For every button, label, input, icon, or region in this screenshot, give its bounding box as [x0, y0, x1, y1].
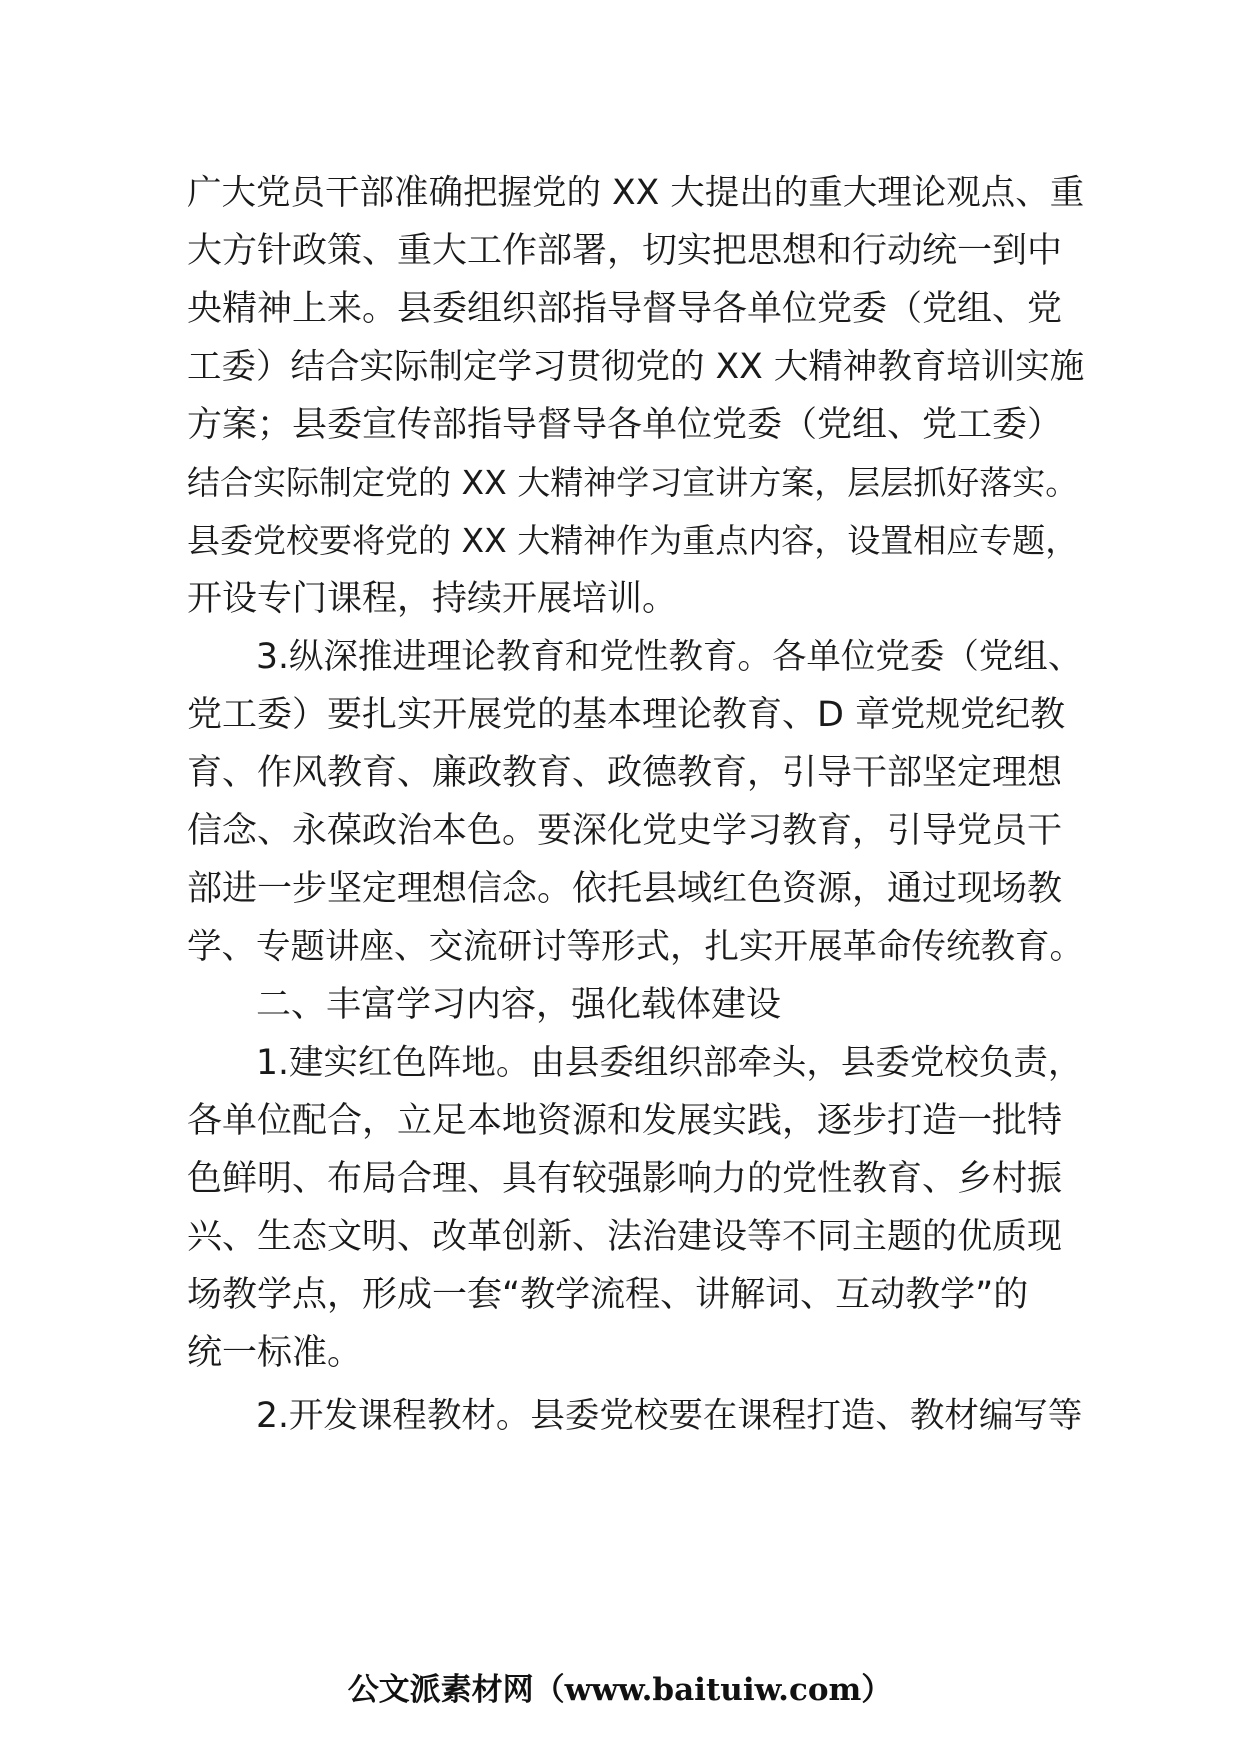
- body-line: 工委）结合实际制定学习贯彻党的 XX 大精神教育培训实施: [187, 347, 1085, 387]
- footer-watermark-text: 公文派素材网（www.baituiw.com）: [347, 1672, 893, 1708]
- numbered-paragraph-start: 2.开发课程教材。县委党校要在课程打造、教材编写等: [256, 1396, 1083, 1436]
- body-line: 大方针政策、重大工作部署，切实把思想和行动统一到中: [187, 231, 1063, 271]
- body-line: 统一标准。: [187, 1333, 363, 1373]
- body-line: 方案；县委宣传部指导督导各单位党委（党组、党工委）: [187, 405, 1063, 445]
- body-line: 开设专门课程，持续开展培训。: [187, 579, 678, 619]
- body-line: 央精神上来。县委组织部指导督导各单位党委（党组、党: [187, 289, 1063, 329]
- body-line: 场教学点，形成一套“教学流程、讲解词、互动教学”的: [187, 1275, 1029, 1315]
- body-line: 学、专题讲座、交流研讨等形式，扎实开展革命传统教育。: [187, 927, 1084, 967]
- body-line: 部进一步坚定理想信念。依托县域红色资源，通过现场教: [187, 869, 1063, 909]
- body-line: 信念、永葆政治本色。要深化党史学习教育，引导党员干: [187, 811, 1063, 851]
- body-line: 兴、生态文明、改革创新、法治建设等不同主题的优质现: [187, 1217, 1063, 1257]
- numbered-paragraph-start: 1.建实红色阵地。由县委组织部牵头，县委党校负责，: [256, 1043, 1083, 1083]
- section-heading: 二、丰富学习内容，强化载体建设: [256, 985, 782, 1025]
- body-line: 广大党员干部准确把握党的 XX 大提出的重大理论观点、重: [187, 173, 1085, 213]
- body-line: 育、作风教育、廉政教育、政德教育，引导干部坚定理想: [187, 753, 1063, 793]
- body-line: 各单位配合，立足本地资源和发展实践，逐步打造一批特: [187, 1101, 1063, 1141]
- body-line: 党工委）要扎实开展党的基本理论教育、D 章党规党纪教: [187, 695, 1066, 735]
- body-line: 结合实际制定党的 XX 大精神学习宣讲方案，层层抓好落实。: [187, 463, 1079, 502]
- body-line: 县委党校要将党的 XX 大精神作为重点内容，设置相应专题，: [187, 521, 1079, 560]
- numbered-paragraph-start: 3.纵深推进理论教育和党性教育。各单位党委（党组、: [256, 637, 1083, 677]
- body-line: 色鲜明、布局合理、具有较强影响力的党性教育、乡村振: [187, 1159, 1063, 1199]
